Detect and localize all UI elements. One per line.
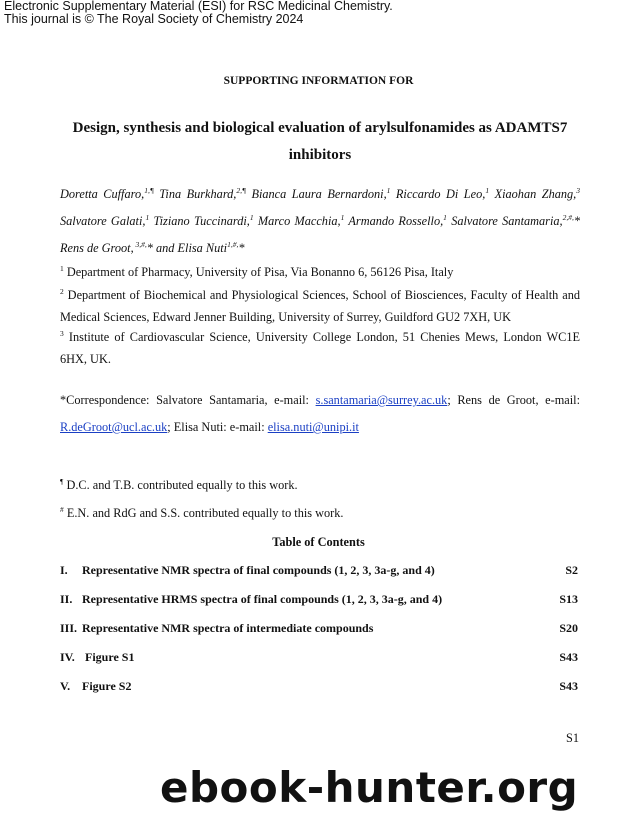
toc-page: S13 bbox=[559, 592, 578, 606]
contribution-note-1: ¶ D.C. and T.B. contributed equally to this work. bbox=[60, 477, 298, 493]
author: Doretta Cuffaro,$^{1,\P}$ bbox=[60, 186, 154, 202]
toc-item: I. Representative NMR spectra of final compounds (1, 2, 3, 3a-g, and 4) S2 bbox=[60, 563, 578, 577]
email-link-nuti[interactable]: elisa.nuti@unipi.it bbox=[267, 420, 359, 434]
toc-item: II. Representative HRMS spectra of final compounds (1, 2, 3, 3a-g, and 4) S13 bbox=[60, 592, 578, 606]
author: Marco Macchia,$^1$ bbox=[257, 213, 345, 229]
author-list bbox=[60, 179, 580, 260]
toc-item: V. Figure S2 S43 bbox=[60, 679, 578, 693]
author: Bianca Laura Bernardoni,$^1$ bbox=[251, 186, 391, 202]
author: Salvatore Santamaria,$^{2,\#,}$* bbox=[451, 213, 580, 229]
esi-header-line-1: Electronic Supplementary Material (ESI) for RSC Medicinal Chemistry. bbox=[4, 0, 393, 13]
author: Tiziano Tuccinardi,$^1$ bbox=[153, 213, 254, 229]
toc-page: S2 bbox=[565, 563, 578, 577]
email-link-degroot[interactable]: R.deGroot@ucl.ac.uk bbox=[60, 420, 168, 434]
esi-header bbox=[4, 0, 393, 26]
toc-item: IV. Figure S1 S43 bbox=[60, 650, 578, 664]
author: Rens de Groot, $^{3,\#,}$* and bbox=[60, 240, 178, 256]
supporting-info-label: SUPPORTING INFORMATION FOR bbox=[223, 75, 414, 87]
author: Xiaohan Zhang,$^3$ bbox=[494, 186, 580, 202]
author: Armando Rossello,$^1$ bbox=[348, 213, 447, 229]
author: Tina Burkhard,$^{2,\P}$ bbox=[159, 186, 246, 202]
affiliation-3: $^3$ Institute of Cardiovascular Science, University College London, 51 Chenies Mews, London WC1E 6HX, UK. bbox=[60, 329, 580, 366]
correspondence: *Correspondence: Salvatore Santamaria, e-mail: s.santamaria@surrey.ac.uk; Rens de Groot, e-mail: R.deGroot@ucl.ac.uk; Elisa Nuti: e-mail: elisa.nuti@unipi.it bbox=[60, 393, 580, 434]
author: Salvatore Galati,$^1$ bbox=[60, 213, 150, 229]
esi-header-line-2: This journal is © The Royal Society of Chemistry 2024 bbox=[4, 12, 304, 26]
toc-heading: Table of Contents bbox=[272, 535, 365, 549]
paper-title: Design, synthesis and biological evaluation of arylsulfonamides as ADAMTS7 inhibitors bbox=[72, 120, 568, 163]
toc-page: S43 bbox=[559, 679, 578, 693]
affiliation-2: $^2$ Department of Biochemical and Physiological Sciences, School of Biosciences, Faculty of Health and Medical Sciences, Edward Jenner Building, University of Surrey, Guildford GU2 7XH, UK bbox=[60, 287, 580, 324]
toc-item: III. Representative NMR spectra of intermediate compounds S20 bbox=[60, 621, 578, 635]
contribution-note-2: # E.N. and RdG and S.S. contributed equally to this work. bbox=[60, 505, 344, 521]
author: Riccardo Di Leo,$^1$ bbox=[395, 186, 490, 202]
toc-page: S43 bbox=[559, 650, 578, 664]
watermark: ebook-hunter.org bbox=[160, 763, 579, 812]
toc-page: S20 bbox=[559, 621, 578, 635]
affiliation-1: $^1$ Department of Pharmacy, University of Pisa, Via Bonanno 6, 56126 Pisa, Italy bbox=[60, 264, 454, 280]
author: Elisa Nuti$^{1,\#,}$* bbox=[177, 240, 245, 256]
page-number: S1 bbox=[566, 731, 579, 745]
email-link-santamaria[interactable]: s.santamaria@surrey.ac.uk bbox=[315, 393, 448, 407]
